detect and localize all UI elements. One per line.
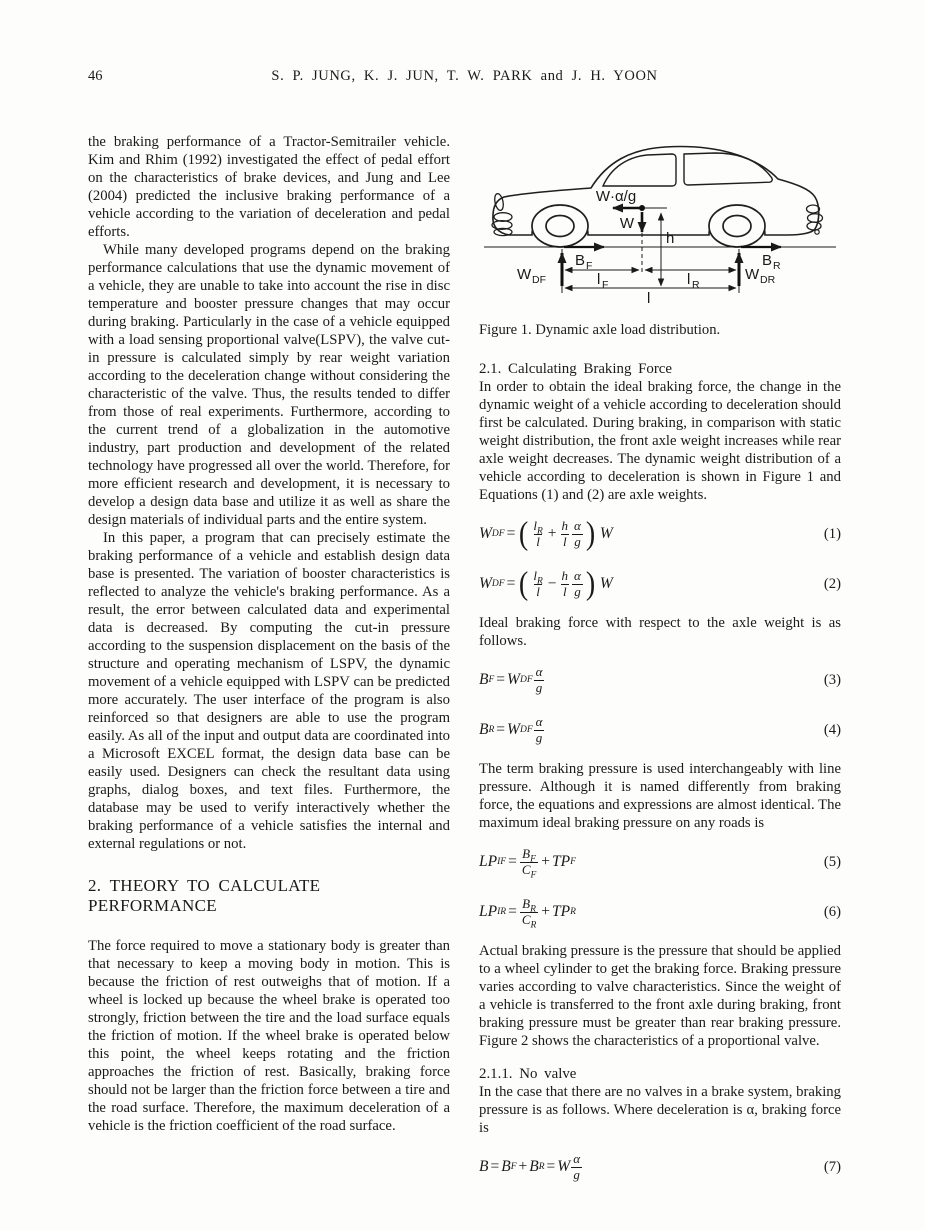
section-2-1-1-heading: 2.1.1. No valve <box>479 1066 577 1082</box>
figure-1 <box>479 135 841 339</box>
equation-2: W DF = ( $\frac{l_R}{l}$ − $\frac{h}{l}$ $\frac{\alpha}{g}$ ) W (2) <box>479 566 841 602</box>
label-wdf: W <box>517 266 532 283</box>
label-wdf-sub: DF <box>532 274 546 286</box>
equation-2-number: (2) <box>823 575 841 592</box>
section-2-heading: 2. THEORY TO CALCULATE PERFORMANCE <box>88 876 321 915</box>
rear-wheel <box>709 205 765 247</box>
label-bf: B <box>575 252 586 269</box>
equation-6: LP IR = $\frac{B_R}{C_R}$ + TP R (6) <box>479 895 841 931</box>
label-w: W <box>619 215 634 232</box>
label-lr-sub: R <box>692 279 700 291</box>
equation-6-number: (6) <box>823 903 841 920</box>
figure-1-vehicle-diagram <box>479 135 841 310</box>
paragraph-this-paper: In this paper, a program that can precisely estimate the braking performance of a vehicle and establish design data base is presented. The variation of booster characteristics is reflected to analyze the vehicle's braking performance. As a result, the error between calculated data and experimental data is decreased. By computing the cut-in pressure according to the suspension displacement on the basis of the structure and operating mechanism of LSPV, the dynamic movement of a vehicle equipped with LSPV can be predicted more accurately. The user interface of the program is also reinforced so that designers are able to use the program easily. As all of the input and output data are coordinated into a Microsoft EXCEL format, the design data base can be easily used. Designers can check the resultant data using graphs, dialog boxes, and text files. Furthermore, the database may be used to verify interactively whether the braking performance of a vehicle satisfies the internal and external regulations or not. <box>88 530 450 852</box>
running-title: S. P. JUNG, K. J. JUN, T. W. PARK and J. H. YOON <box>271 68 658 84</box>
equation-1: W DF = ( $\frac{l_R}{l}$ + $\frac{h}{l}$ $\frac{\alpha}{g}$ ) W (1) <box>479 516 841 552</box>
equation-7-number: (7) <box>823 1158 841 1175</box>
paragraph-existing-programs: While many developed programs depend on the braking performance calculations that use the dynamic movement of a vehicle, they are unable to take into account the rise in disc temperature and booster pressure changes that may occur during braking. Particularly in the case of a vehicle equipped with a load sensing proportional valve(LSPV), the valve cut-in pressure is calculated simply by rear weight variation according to the deceleration change without considering the characteristic of the valve. Thus, the results tended to differ from those of real experiments. Furthermore, according to the current trend of a globalization in the automotive industry, part production and development of the related technology have progressed all over the world. Therefore, for more efficient research and development, it is necessary to develop a design data base and utilize it as well as share the design materials of individual parts and the entire system. <box>88 242 450 528</box>
equation-4: B R = W DF $\frac{\alpha}{g}$ (4) <box>479 713 841 745</box>
label-wdr: W <box>745 266 760 283</box>
label-w-alpha-g: W·α/g <box>595 188 637 205</box>
label-lr: l <box>687 271 691 288</box>
equation-7: B = B F + B R = W $\frac{\alpha}{g}$ (7) <box>479 1150 841 1182</box>
label-br-sub: R <box>773 260 781 272</box>
left-column <box>88 133 450 1197</box>
paragraph-intro-continuation: the braking performance of a Tractor-Semitrailer vehicle. Kim and Rhim (1992) investigated the effect of pedal effort on the characteristics of brake devices, and Jung and Lee (2004) predicted the inclusive braking performance of a vehicle according to the variation of deceleration and pedal efforts. <box>88 134 450 240</box>
paragraph-friction-theory: The force required to move a stationary body is greater than that necessary to keep a moving body in motion. This is because the friction of rest outweighs that of motion. If a wheel is locked up because the wheel brake is operated too strongly, friction between the tire and the load surface equals the friction of motion. If the wheel brake is operated below this point, the wheel keeps rotating and the friction approaches the friction of rest. Basically, braking force should not be larger than the friction force between a tire and the road surface. Therefore, the maximum deceleration of a vehicle is the friction coefficient of the road surface. <box>88 938 450 1134</box>
section-2-1-heading: 2.1. Calculating Braking Force <box>479 361 673 377</box>
label-bf-sub: F <box>586 260 593 272</box>
label-br: B <box>762 252 773 269</box>
label-lf-sub: F <box>602 279 609 291</box>
figure-1-caption: Figure 1. Dynamic axle load distribution. <box>479 322 721 338</box>
paragraph-braking-force: In order to obtain the ideal braking force, the change in the dynamic weight of a vehicle according to deceleration should first be calculated. During braking, in comparison with static weight distribution, the front axle weight increases while rear axle weight decreases. The dynamic weight distribution of a vehicle according to deceleration is shown in Figure 1 and Equations (1) and (2) are axle weights. <box>479 379 841 503</box>
equation-5: LP IF = $\frac{B_F}{C_F}$ + TP F (5) <box>479 845 841 881</box>
equation-3-number: (3) <box>823 671 841 688</box>
right-column <box>479 133 841 1197</box>
two-column-body <box>88 133 841 1197</box>
paragraph-braking-pressure: The term braking pressure is used interchangeably with line pressure. Although it is named differently from braking force, the equations and expressions are almost identical. The maximum ideal braking pressure on any roads is <box>479 761 841 831</box>
label-h: h <box>666 230 675 247</box>
front-wheel <box>532 205 588 247</box>
paragraph-no-valve: In the case that there are no valves in a brake system, braking pressure is as follows. Where deceleration is α, braking force is <box>479 1084 841 1136</box>
equation-3: B F = W DF $\frac{\alpha}{g}$ (3) <box>479 663 841 695</box>
paragraph-actual-braking-pressure: Actual braking pressure is the pressure that should be applied to a wheel cylinder to get the braking force. Braking pressure varies according to valve characteristics. Since the weight of a vehicle is transferred to the front axle during braking, front braking pressure must be greater than rear braking pressure. Figure 2 shows the characteristics of a proportional valve. <box>479 943 841 1049</box>
label-wdr-sub: DR <box>760 274 776 286</box>
equation-5-number: (5) <box>823 853 841 870</box>
paragraph-ideal-braking-force: Ideal braking force with respect to the axle weight is as follows. <box>479 615 841 649</box>
label-l-total: l <box>647 290 651 307</box>
page-number: 46 <box>88 68 103 84</box>
running-header <box>88 68 841 85</box>
equation-1-number: (1) <box>823 525 841 542</box>
label-lf: l <box>597 271 601 288</box>
equation-4-number: (4) <box>823 721 841 738</box>
